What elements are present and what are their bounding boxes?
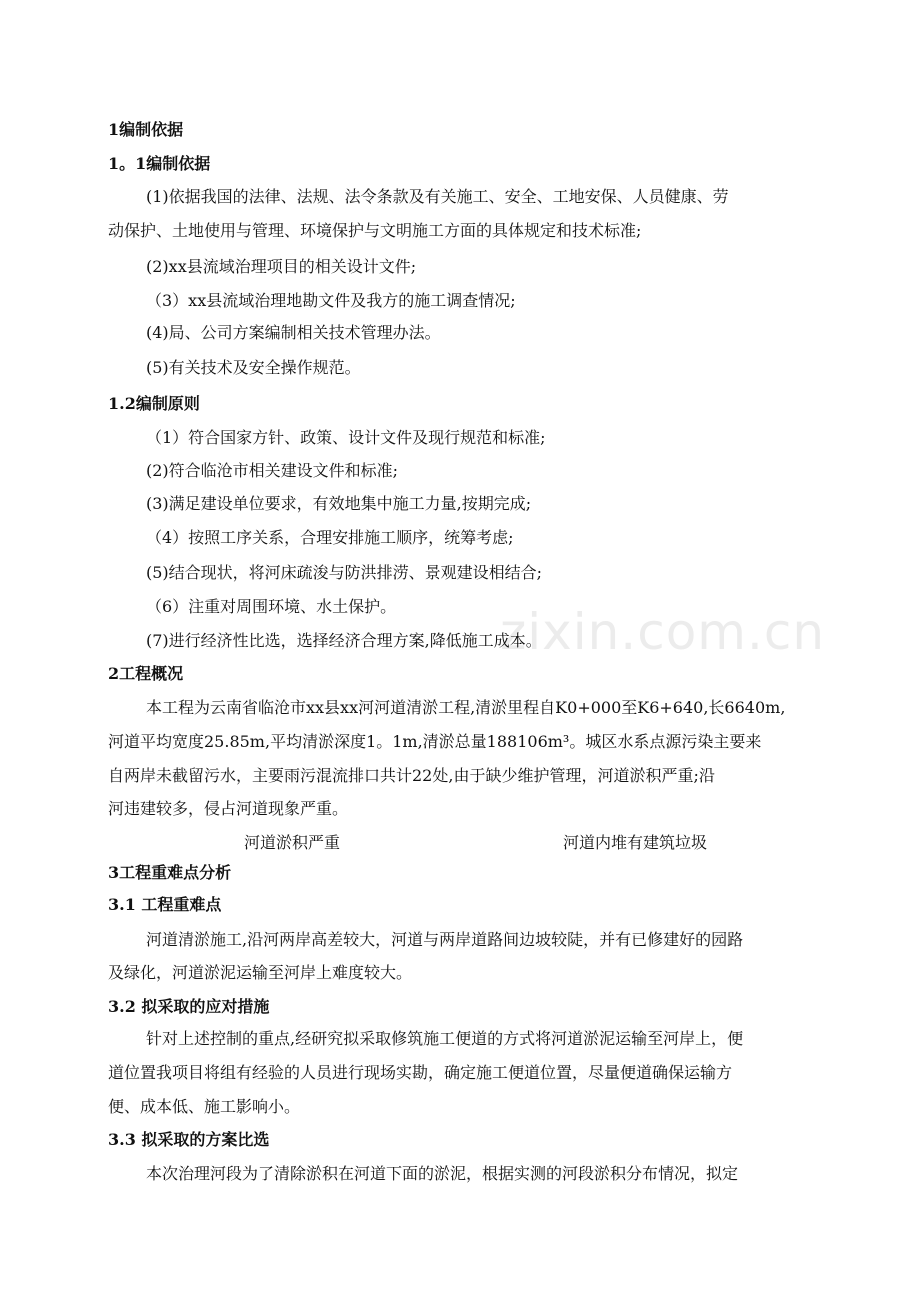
basis-item-2: (2)xx县流域治理项目的相关设计文件; (146, 257, 417, 276)
section-1-1-title: 1。1编制依据 (108, 154, 211, 173)
section-3-1-title: 3.1 工程重难点 (108, 895, 222, 914)
principle-item-6: （6）注重对周围环境、水土保护。 (146, 597, 397, 616)
watermark: zixin.com.cn (500, 603, 826, 661)
overview-line-3: 自两岸未截留污水，主要雨污混流排口共计22处,由于缺少维护管理，河道淤积严重;沿 (108, 766, 715, 785)
overview-line-2: 河道平均宽度25.85m,平均清淤深度1。1m,清淤总量188106m³。城区水系点源污染主要来 (108, 732, 762, 751)
measure-line-2: 道位置我项目将组有经验的人员进行现场实勘，确定施工便道位置，尽量便道确保运输方 (108, 1063, 733, 1082)
principle-item-2: (2)符合临沧市相关建设文件和标准; (146, 461, 399, 480)
basis-item-1-cont: 动保护、土地使用与管理、环境保护与文明施工方面的具体规定和技术标准; (108, 221, 642, 240)
principle-item-3: (3)满足建设单位要求，有效地集中施工力量,按期完成; (146, 494, 532, 513)
principle-item-4: （4）按照工序关系，合理安排施工顺序，统筹考虑; (146, 528, 514, 547)
photo-caption-right: 河道内堆有建筑垃圾 (563, 833, 708, 852)
section-2-title: 2工程概况 (108, 664, 184, 683)
measure-line-3: 便、成本低、施工影响小。 (108, 1097, 301, 1116)
overview-line-1: 本工程为云南省临沧市xx县xx河河道清淤工程,清淤里程自K0+000至K6+640,长6640m, (146, 698, 786, 717)
basis-item-1: (1)依据我国的法律、法规、法令条款及有关施工、安全、工地安保、人员健康、劳 (146, 187, 729, 206)
difficulty-line-2: 及绿化，河道淤泥运输至河岸上难度较大。 (108, 963, 413, 982)
principle-item-7: (7)进行经济性比选，选择经济合理方案,降低施工成本。 (146, 631, 542, 650)
section-3-2-title: 3.2 拟采取的应对措施 (108, 997, 270, 1016)
principle-item-1: （1）符合国家方针、政策、设计文件及现行规范和标准; (146, 428, 546, 447)
basis-item-5: (5)有关技术及安全操作规范。 (146, 358, 361, 377)
section-1-2-title: 1.2编制原则 (108, 394, 200, 413)
photo-caption-left: 河道淤积严重 (244, 833, 341, 852)
overview-line-4: 河违建较多，侵占河道现象严重。 (108, 799, 349, 818)
scheme-line-1: 本次治理河段为了清除淤积在河道下面的淤泥，根据实测的河段淤积分布情况，拟定 (146, 1164, 739, 1183)
section-3-title: 3工程重难点分析 (108, 863, 232, 882)
principle-item-5: (5)结合现状，将河床疏浚与防洪排涝、景观建设相结合; (146, 563, 543, 582)
section-1-title: 1编制依据 (108, 120, 184, 139)
basis-item-3: （3）xx县流域治理地勘文件及我方的施工调查情况; (146, 291, 516, 310)
difficulty-line-1: 河道清淤施工,沿河两岸高差较大，河道与两岸道路间边坡较陡，并有已修建好的园路 (146, 930, 744, 949)
measure-line-1: 针对上述控制的重点,经研究拟采取修筑施工便道的方式将河道淤泥运输至河岸上，便 (146, 1029, 744, 1048)
basis-item-4: (4)局、公司方案编制相关技术管理办法。 (146, 323, 441, 342)
section-3-3-title: 3.3 拟采取的方案比选 (108, 1130, 270, 1149)
